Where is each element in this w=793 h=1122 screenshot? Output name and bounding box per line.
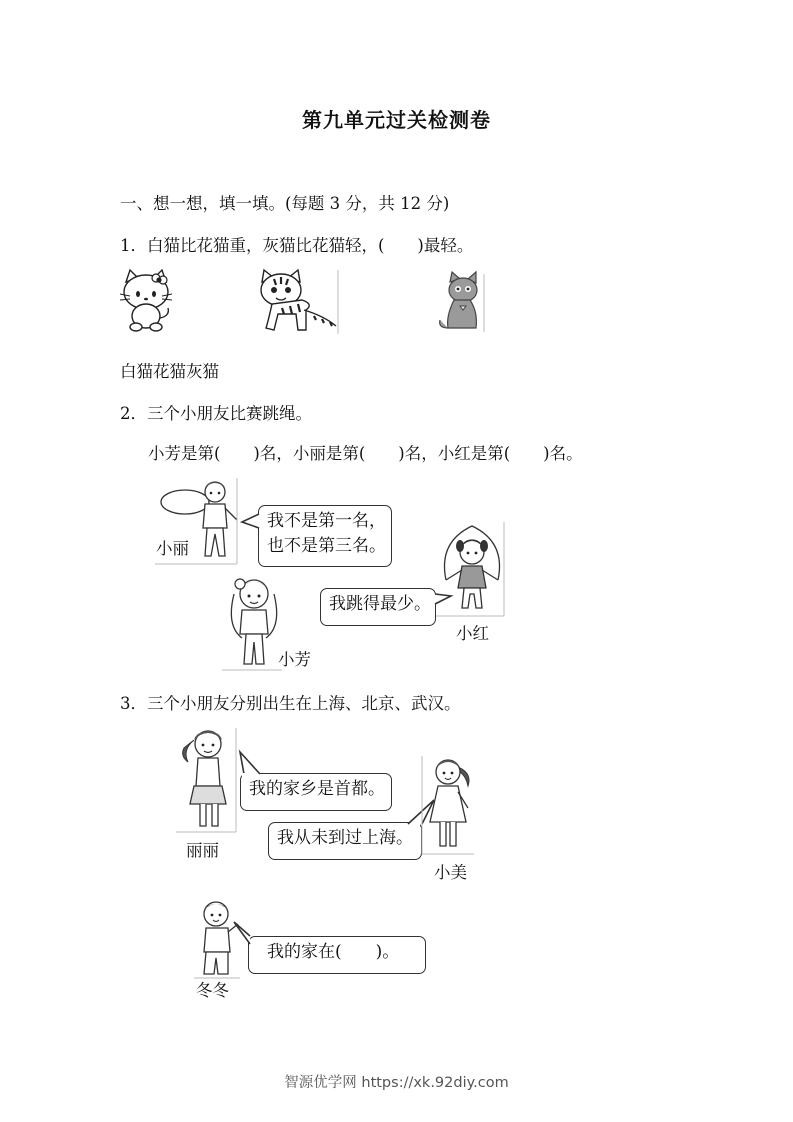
question-3: 3．三个小朋友分别出生在上海、北京、武汉。 — [120, 694, 461, 713]
bubble-tail — [242, 512, 260, 532]
girl-icon — [420, 756, 476, 856]
bubble-dongdong-text: 我的家在( )。 — [267, 942, 400, 962]
white-cat-icon — [118, 268, 174, 334]
name-xiaomei: 小美 — [434, 863, 467, 882]
bubble-xiaoli-line-2: 也不是第三名。 — [267, 536, 386, 556]
section-heading: 一、想一想，填一填。(每题 3 分，共 12 分) — [120, 194, 450, 213]
jumping-girl-icon — [436, 522, 508, 618]
speech-bubble-lili — [240, 773, 392, 811]
girl-with-rope-icon — [222, 576, 286, 672]
name-xiaohong: 小红 — [456, 624, 489, 643]
bubble-xiaoli-line-1: 我不是第一名， — [267, 511, 386, 531]
page-title: 第九单元过关检测卷 — [302, 108, 491, 132]
gray-cat-icon — [436, 272, 488, 334]
bubble-xiaomei-text: 我从未到过上海。 — [277, 828, 413, 848]
question-1-options: 白猫花猫灰猫 — [120, 362, 219, 381]
bubble-tail — [238, 752, 266, 776]
name-dongdong: 冬冬 — [196, 981, 229, 1000]
name-xiaoli: 小丽 — [156, 539, 189, 558]
name-lili: 丽丽 — [186, 841, 219, 860]
question-2: 2．三个小朋友比赛跳绳。 — [120, 404, 312, 423]
tiger-cat-icon — [254, 270, 340, 334]
footer-watermark: 智源优学网 https://xk.92diy.com — [284, 1075, 509, 1091]
bubble-xiaohong-text: 我跳得最少。 — [329, 594, 431, 614]
bubble-tail — [232, 922, 254, 948]
speech-bubble-xiaomei — [268, 822, 422, 860]
speech-bubble-xiaoli — [258, 505, 392, 567]
speech-bubble-dongdong — [248, 936, 426, 974]
bubble-lili-text: 我的家乡是首都。 — [249, 779, 385, 799]
name-xiaofang: 小芳 — [278, 650, 311, 669]
girl-icon — [176, 726, 240, 834]
question-2-blanks: 小芳是第( )名，小丽是第( )名，小红是第( )名。 — [148, 444, 583, 463]
speech-bubble-xiaohong — [320, 588, 436, 626]
question-1: 1．白猫比花猫重，灰猫比花猫轻，( )最轻。 — [120, 236, 474, 255]
